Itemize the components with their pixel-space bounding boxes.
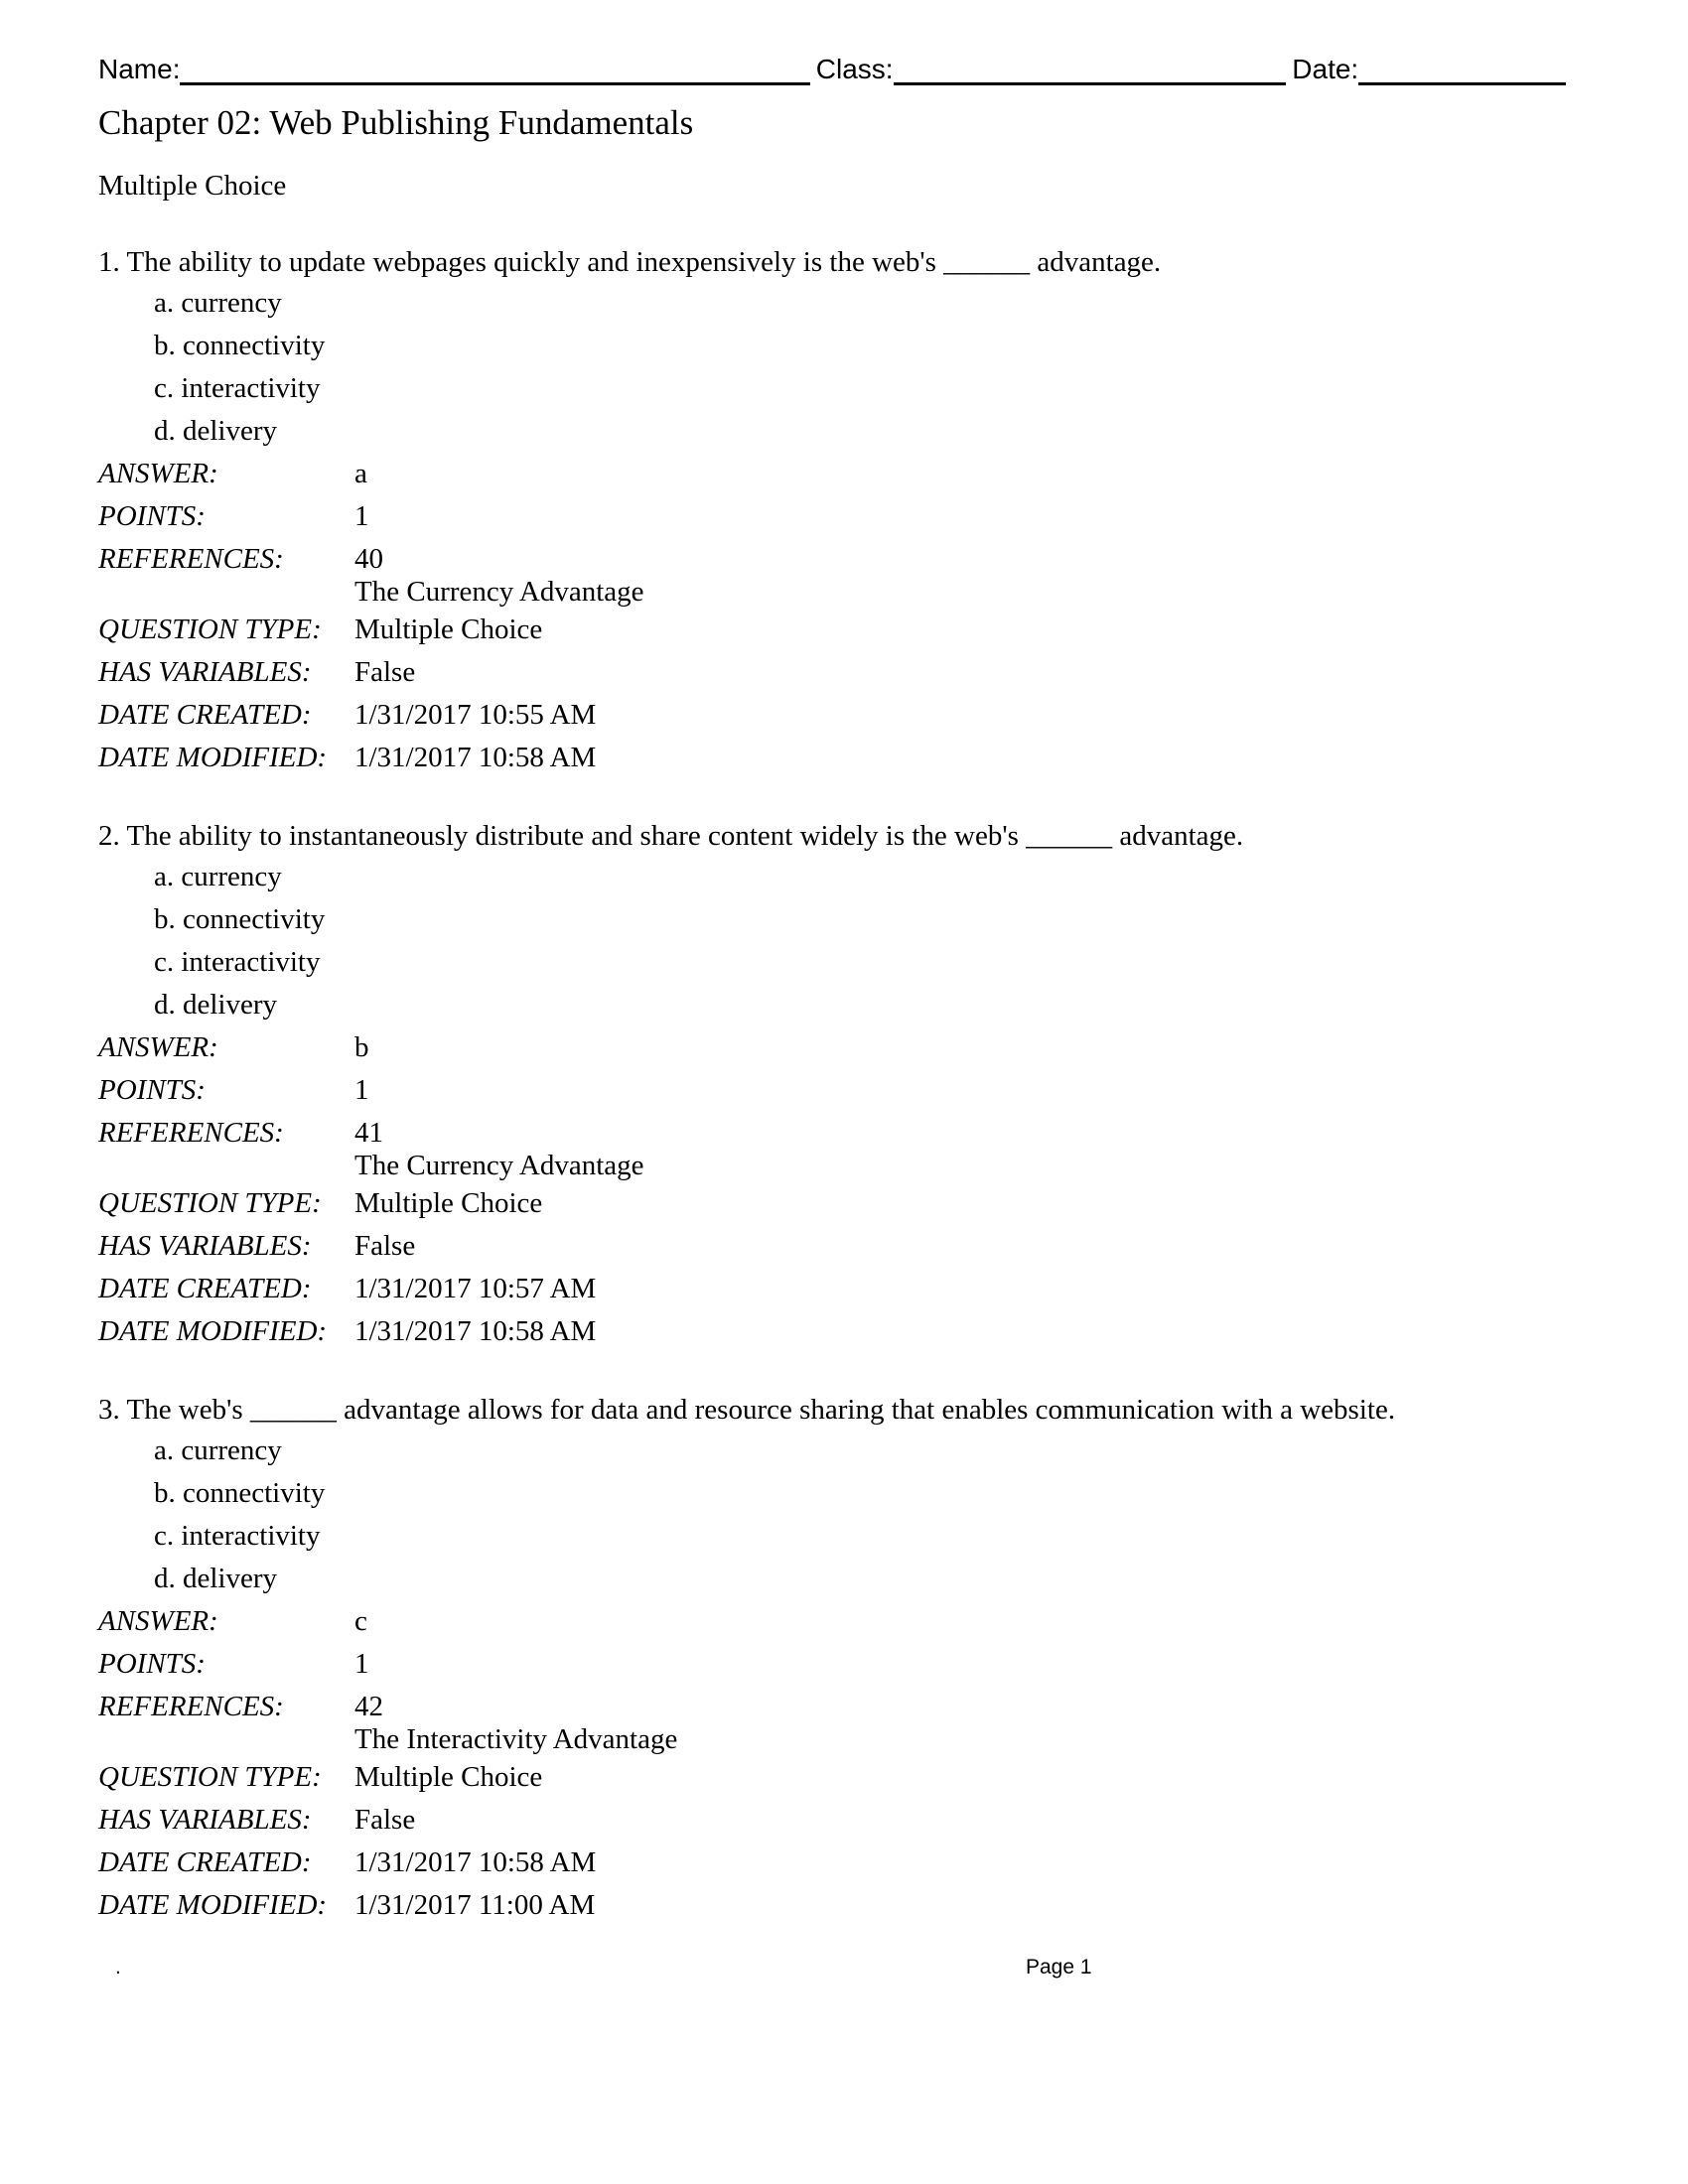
references-topic: The Interactivity Advantage: [354, 1723, 678, 1755]
date-modified-value: 1/31/2017 11:00 AM: [354, 1889, 596, 1921]
answer-options: [154, 1430, 1588, 1600]
question-3: [98, 1390, 1588, 1927]
references-page: 42: [354, 1691, 383, 1722]
question-type-label: QUESTION TYPE:: [98, 1187, 322, 1219]
answer-label: ANSWER:: [98, 1031, 218, 1063]
option-a: a. currency: [154, 1434, 282, 1466]
date-blank-line: [1358, 53, 1566, 85]
question-1: [98, 242, 1588, 779]
question-stem: 3. The web's ______ advantage allows for data and resource sharing that enables communication with a website.: [98, 1394, 1396, 1426]
footer-mark: .: [115, 1956, 121, 1979]
question-stem: 1. The ability to update webpages quickly and inexpensively is the web's ______ advantage.: [98, 246, 1162, 278]
date-created-value: 1/31/2017 10:58 AM: [354, 1846, 597, 1878]
option-c: c. interactivity: [154, 1520, 321, 1552]
date-created-label: DATE CREATED:: [98, 1846, 312, 1878]
references-label: REFERENCES:: [98, 1117, 284, 1149]
has-variables-label: HAS VARIABLES:: [98, 1230, 312, 1262]
has-variables-value: False: [354, 656, 416, 688]
option-a: a. currency: [154, 287, 282, 319]
option-d: d. delivery: [154, 989, 278, 1021]
answer-value: b: [354, 1031, 369, 1063]
answer-value: c: [354, 1605, 367, 1637]
section-heading: Multiple Choice: [98, 170, 287, 202]
option-c: c. interactivity: [154, 946, 321, 978]
has-variables-label: HAS VARIABLES:: [98, 1804, 312, 1836]
option-b: b. connectivity: [154, 903, 326, 935]
answer-label: ANSWER:: [98, 458, 218, 489]
points-value: 1: [354, 1074, 369, 1106]
option-b: b. connectivity: [154, 330, 326, 361]
date-label: Date:: [1292, 54, 1359, 84]
references-topic: The Currency Advantage: [354, 576, 644, 608]
document-title: Chapter 02: Web Publishing Fundamentals: [98, 103, 694, 142]
option-c: c. interactivity: [154, 372, 321, 404]
date-modified-value: 1/31/2017 10:58 AM: [354, 1315, 597, 1347]
date-created-label: DATE CREATED:: [98, 699, 312, 731]
date-modified-value: 1/31/2017 10:58 AM: [354, 742, 597, 773]
question-type-value: Multiple Choice: [354, 1761, 543, 1793]
has-variables-value: False: [354, 1804, 416, 1836]
answer-options: [154, 282, 1588, 453]
option-d: d. delivery: [154, 415, 278, 447]
question-type-label: QUESTION TYPE:: [98, 614, 322, 645]
option-d: d. delivery: [154, 1563, 278, 1594]
question-type-value: Multiple Choice: [354, 614, 543, 645]
date-created-label: DATE CREATED:: [98, 1273, 312, 1304]
has-variables-label: HAS VARIABLES:: [98, 656, 312, 688]
points-value: 1: [354, 500, 369, 532]
question-2: [98, 816, 1588, 1353]
points-label: POINTS:: [98, 500, 206, 532]
points-label: POINTS:: [98, 1074, 206, 1106]
date-created-value: 1/31/2017 10:57 AM: [354, 1273, 597, 1304]
question-metadata: [98, 1600, 1588, 1927]
has-variables-value: False: [354, 1230, 416, 1262]
answer-value: a: [354, 458, 367, 489]
class-label: Class:: [815, 54, 894, 84]
question-type-label: QUESTION TYPE:: [98, 1761, 322, 1793]
question-metadata: [98, 453, 1588, 779]
name-label: Name:: [98, 54, 181, 84]
option-a: a. currency: [154, 861, 282, 892]
date-modified-label: DATE MODIFIED:: [98, 1889, 328, 1921]
option-b: b. connectivity: [154, 1477, 326, 1509]
points-value: 1: [354, 1648, 369, 1680]
date-created-value: 1/31/2017 10:55 AM: [354, 699, 597, 731]
points-label: POINTS:: [98, 1648, 206, 1680]
answer-label: ANSWER:: [98, 1605, 218, 1637]
date-modified-label: DATE MODIFIED:: [98, 742, 328, 773]
references-topic: The Currency Advantage: [354, 1150, 644, 1181]
student-info-header: [98, 46, 1572, 85]
question-metadata: [98, 1026, 1588, 1353]
class-blank-line: [894, 53, 1287, 85]
references-label: REFERENCES:: [98, 543, 284, 575]
question-type-value: Multiple Choice: [354, 1187, 543, 1219]
references-page: 41: [354, 1117, 383, 1149]
references-label: REFERENCES:: [98, 1691, 284, 1722]
answer-options: [154, 856, 1588, 1026]
name-blank-line: [180, 53, 809, 85]
question-stem: 2. The ability to instantaneously distribute and share content widely is the web's ______ advantage.: [98, 820, 1244, 852]
date-modified-label: DATE MODIFIED:: [98, 1315, 328, 1347]
page-number: Page 1: [1026, 1956, 1092, 1979]
references-page: 40: [354, 543, 383, 575]
